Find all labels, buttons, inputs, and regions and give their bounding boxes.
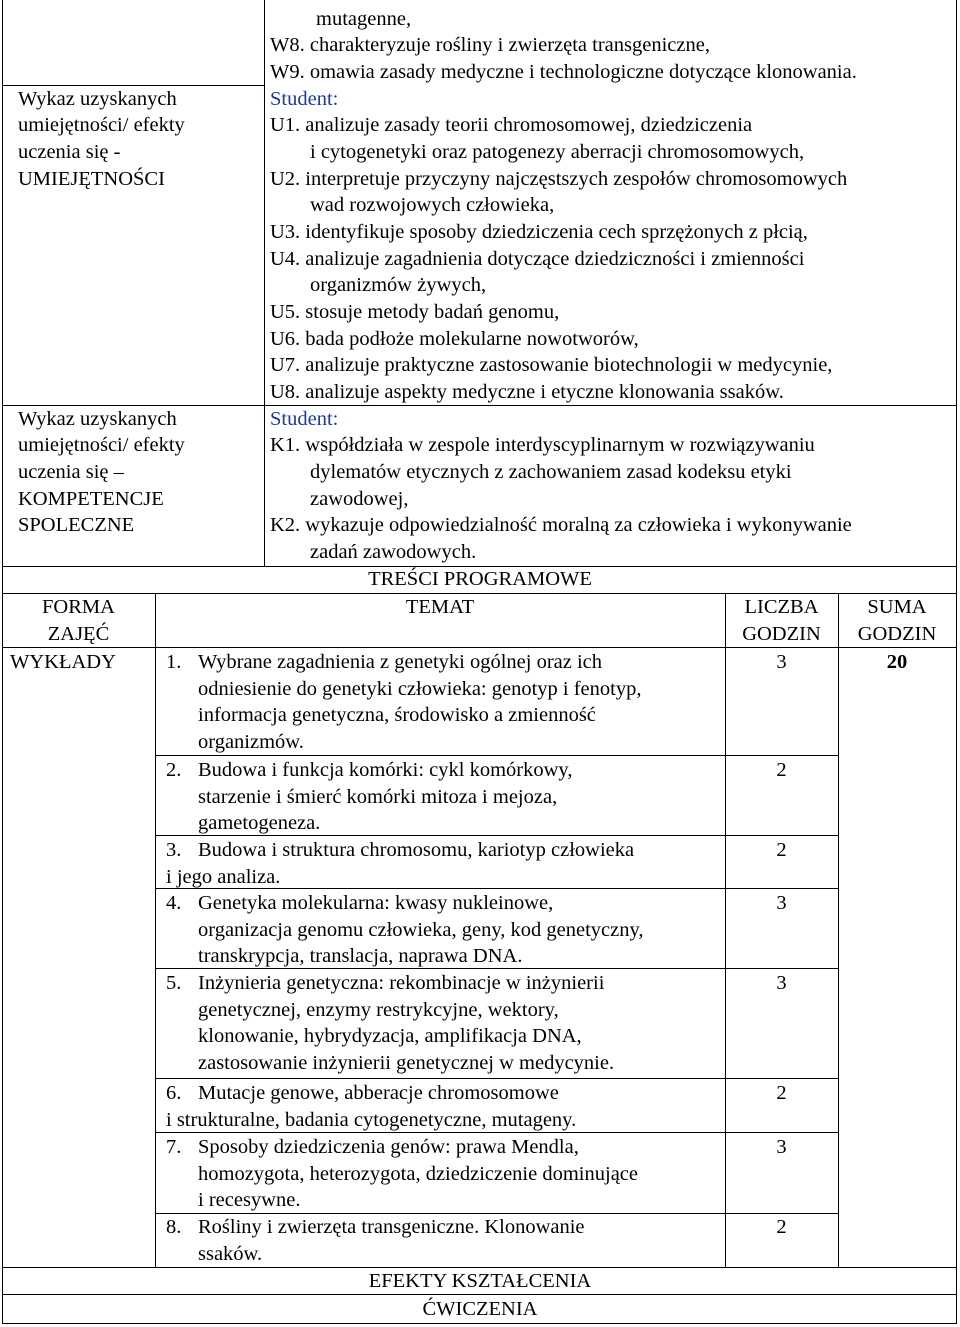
competences-label-line: SPOLECZNE (18, 514, 135, 536)
forma-header (2, 594, 155, 647)
skill-line: organizmów żywych, (310, 274, 487, 296)
competence-line: zawodowej, (310, 488, 409, 510)
topic-line: Sposoby dziedziczenia genów: prawa Mendla, (198, 1136, 579, 1158)
liczba-header-line: LICZBA (744, 596, 819, 618)
suma-header-line: GODZIN (857, 622, 937, 645)
topic-hours: 3 (776, 892, 787, 914)
topic-line: i jego analiza. (166, 865, 281, 888)
topic-line: gametogeneza. (198, 812, 321, 834)
topic-text (198, 1214, 585, 1267)
skills-heading: Student: (270, 88, 339, 110)
effects-subtitle: ĆWICZENIA (422, 1298, 538, 1320)
suma-header (838, 594, 956, 647)
liczba-header-line: GODZIN (742, 622, 821, 645)
topic-line: Inżynieria genetyczna: rekombinacje w inżynierii (198, 972, 605, 994)
competence-line: dylematów etycznych z zachowaniem zasad kodeksu etyki (310, 461, 792, 483)
skill-line: U3. identyfikuje sposoby dziedziczenia cech sprzężonych z płcią, (270, 221, 808, 243)
bottom-border (2, 1323, 957, 1324)
topic-line: homozygota, heterozygota, dziedziczenie dominujące (198, 1162, 638, 1185)
topic-number: 7. (166, 1136, 182, 1158)
knowledge-line-3: W9. omawia zasady medyczne i technologiczne dotyczące klonowania. (270, 61, 857, 83)
competences-label-line: uczenia się – (18, 461, 124, 483)
topic-text (166, 1080, 577, 1133)
skills-label-line: UMIEJĘTNOŚCI (18, 168, 165, 190)
topic-line: Budowa i struktura chromosomu, kariotyp człowieka (198, 839, 635, 861)
skills-label-line: uczenia się - (18, 141, 121, 163)
skill-line: U4. analizuje zagadnienia dotyczące dziedziczności i zmienności (270, 248, 805, 270)
topic-hours: 2 (776, 839, 787, 861)
skill-line: U6. bada podłoże molekularne nowotworów, (270, 328, 639, 350)
competences-label-line: KOMPETENCJE (18, 488, 164, 510)
knowledge-line-1: mutagenne, (316, 8, 412, 30)
temat-header: TEMAT (405, 596, 475, 618)
skill-line: U8. analizuje aspekty medyczne i etyczne klonowania ssaków. (270, 381, 784, 403)
suma-header-line: SUMA (867, 596, 927, 618)
knowledge-line-2: W8. charakteryzuje rośliny i zwierzęta transgeniczne, (270, 34, 710, 56)
topic-number: 6. (166, 1082, 182, 1104)
topic-line: Rośliny i zwierzęta transgeniczne. Klonowanie (198, 1216, 585, 1238)
skill-line: wad rozwojowych człowieka, (310, 194, 555, 216)
forma-header-line: FORMA (42, 596, 115, 618)
topic-text (198, 649, 641, 755)
divider-after-program-header (2, 647, 957, 648)
competence-line: K2. wykazuje odpowiedzialność moralną za człowieka i wykonywanie (270, 514, 852, 536)
topic-number: 3. (166, 839, 182, 861)
topic-number: 4. (166, 892, 182, 914)
competences-label-line: Wykaz uzyskanych (18, 408, 177, 430)
effects-title: EFEKTY KSZTAŁCENIA (368, 1270, 592, 1292)
topic-line: organizmów. (198, 730, 304, 753)
right-border (956, 0, 957, 1324)
program-col-liczba (725, 593, 726, 1267)
topic-number: 1. (166, 651, 182, 673)
topic-number: 5. (166, 972, 182, 994)
sum-hours: 20 (886, 651, 908, 673)
topic-line: i recesywne. (198, 1189, 301, 1211)
skill-line: U1. analizuje zasady teorii chromosomowej, dziedziczenia (270, 114, 753, 136)
forma-header-line: ZAJĘĆ (47, 622, 110, 645)
skills-label-line: umiejętności/ efekty (18, 114, 185, 136)
topic-line: i strukturalne, badania cytogenetyczne, mutageny. (166, 1108, 577, 1131)
program-title: TREŚCI PROGRAMOWE (368, 568, 592, 590)
skill-line: U7. analizuje praktyczne zastosowanie biotechnologii w medycynie, (270, 354, 833, 376)
topic-line: organizacja genomu człowieka, geny, kod genetyczny, (198, 918, 644, 941)
topic-hours: 3 (776, 1136, 787, 1158)
competence-line: K1. współdziała w zespole interdyscyplinarnym w rozwiązywaniu (270, 434, 815, 456)
topic-line: klonowanie, hybrydyzacja, amplifikacja DNA, (198, 1025, 582, 1047)
topic-text (198, 970, 614, 1076)
topic-hours: 2 (776, 759, 787, 781)
divider-topic-5 (155, 1078, 839, 1079)
topic-line: starzenie i śmierć komórki mitoza i mejoza, (198, 785, 558, 808)
topic-number: 2. (166, 759, 182, 781)
skill-line: U5. stosuje metody badań genomu, (270, 301, 560, 323)
competences-heading: Student: (270, 408, 339, 430)
program-col-forma (155, 593, 156, 1267)
topic-hours: 3 (776, 651, 787, 673)
topic-line: Budowa i funkcja komórki: cykl komórkowy, (198, 759, 573, 781)
topic-line: genetycznej, enzymy restrykcyjne, wektory, (198, 998, 559, 1021)
topic-hours: 3 (776, 972, 787, 994)
topic-text (166, 837, 635, 890)
topic-text (198, 890, 644, 970)
topic-text (198, 1134, 638, 1214)
divider-topic-1 (155, 755, 839, 756)
skill-line: i cytogenetyki oraz patogenezy aberracji chromosomowych, (310, 141, 805, 163)
topic-text (198, 757, 572, 837)
left-border (2, 0, 3, 1324)
competence-line: zadań zawodowych. (310, 541, 477, 563)
topic-line: zastosowanie inżynierii genetycznej w medycynie. (198, 1051, 615, 1074)
competences-label-line: umiejętności/ efekty (18, 434, 185, 456)
program-col-suma (838, 593, 839, 1267)
form-wyklady: WYKŁADY (10, 651, 116, 673)
topic-line: ssaków. (198, 1242, 263, 1265)
skill-line: U2. interpretuje przyczyny najczęstszych zespołów chromosomowych (270, 168, 848, 190)
label-column-divider (264, 0, 265, 566)
topic-hours: 2 (776, 1082, 787, 1104)
topic-line: odniesienie do genetyki człowieka: genotyp i fenotyp, (198, 677, 642, 700)
liczba-header (725, 594, 838, 647)
topic-number: 8. (166, 1216, 182, 1238)
topic-line: Mutacje genowe, abberacje chromosomowe (198, 1082, 559, 1104)
topic-line: Wybrane zagadnienia z genetyki ogólnej oraz ich (198, 651, 603, 673)
topic-hours: 2 (776, 1216, 787, 1238)
skills-label-line: Wykaz uzyskanych (18, 88, 177, 110)
topic-line: informacja genetyczna, środowisko a zmienność (198, 704, 596, 726)
topic-line: Genetyka molekularna: kwasy nukleinowe, (198, 892, 554, 914)
topic-line: transkrypcja, translacja, naprawa DNA. (198, 945, 523, 967)
